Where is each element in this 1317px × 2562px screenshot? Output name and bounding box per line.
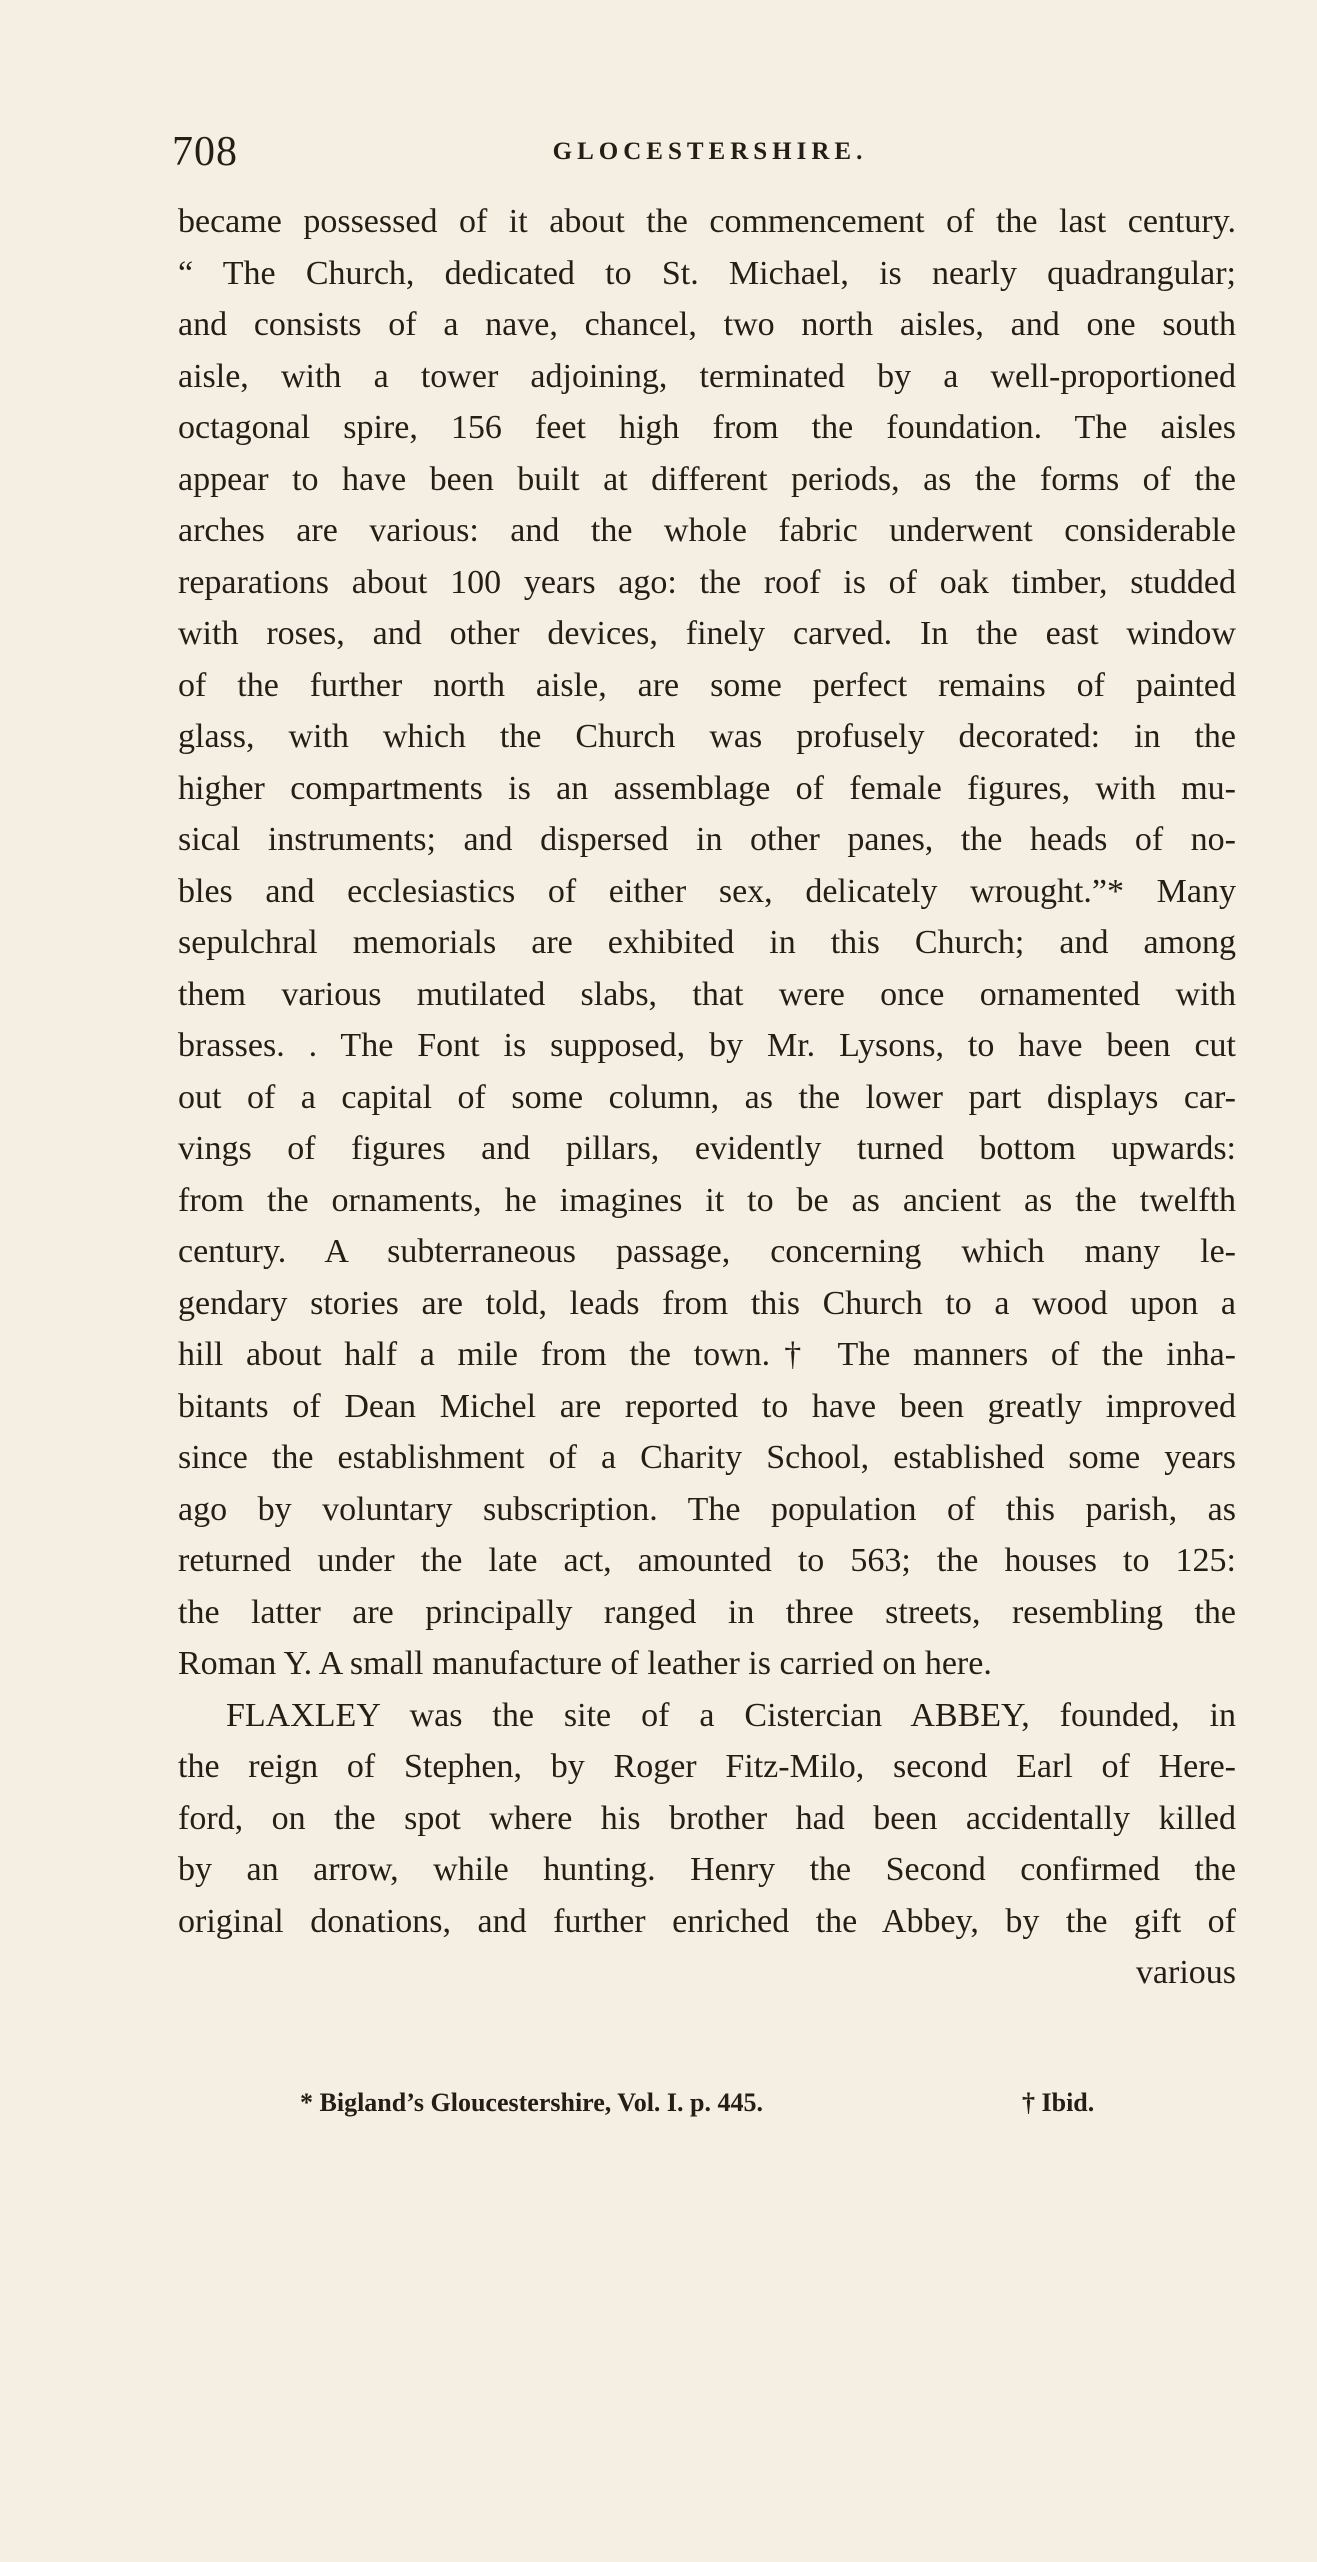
text-line: hill about half a mile from the town.† The manners of the inha- [178,1336,1236,1373]
text-line: out of a capital of some column, as the lower part displays car- [178,1078,1236,1116]
text-line: with roses, and other devices, finely carved. In the east window [178,615,1236,652]
body-text [178,196,1236,1999]
text-line: century. A subterraneous passage, concerning which many le- [178,1233,1236,1270]
catchword: various [1135,1954,1236,1991]
footnote-1: * Bigland’s Gloucestershire, Vol. I. p. 445. [300,2088,763,2117]
text-line: of the further north aisle, are some perfect remains of painted [178,666,1236,704]
text-line: aisle, with a tower adjoining, terminated by a well-proportioned [178,357,1236,395]
text-line: and consists of a nave, chancel, two north aisles, and one south [178,306,1236,343]
page-number: 708 [172,129,238,175]
text-line: ford, on the spot where his brother had been accidentally killed [178,1799,1236,1837]
text-line: original donations, and further enriched the Abbey, by the gift of [178,1902,1236,1940]
text-line: bitants of Dean Michel are reported to have been greatly improved [178,1387,1236,1425]
text-line: returned under the late act, amounted to 563; the houses to 125: [178,1542,1236,1579]
footnotes-line [300,2520,1160,2560]
page-header [172,128,1248,178]
text-line: arches are various: and the whole fabric underwent considerable [178,512,1236,549]
footnote-wrap [300,2088,1160,2128]
text-line: them various mutilated slabs, that were once ornamented with [178,975,1236,1013]
text-line: FLAXLEY was the site of a Cistercian ABBEY, founded, in [226,1696,1236,1734]
text-line: appear to have been built at different periods, as the forms of the [178,460,1236,498]
text-line: “ The Church, dedicated to St. Michael, is nearly quadrangular; [178,254,1236,292]
text-line: brasses. . The Font is supposed, by Mr. Lysons, to have been cut [178,1027,1236,1064]
footnote-2: † Ibid. [1022,2088,1095,2117]
text-line: bles and ecclesiastics of either sex, delicately wrought.”* Many [178,872,1236,910]
text-line: vings of figures and pillars, evidently turned bottom upwards: [178,1130,1236,1167]
text-line: gendary stories are told, leads from this Church to a wood upon a [178,1284,1236,1322]
text-line: became possessed of it about the commencement of the last century. [178,203,1236,240]
text-line: the reign of Stephen, by Roger Fitz-Milo, second Earl of Here- [178,1748,1236,1785]
running-head: GLOCESTERSHIRE. [552,138,868,165]
text-line: Roman Y. A small manufacture of leather is carried on here. [178,1645,992,1682]
text-line: octagonal spire, 156 feet high from the foundation. The aisles [178,409,1236,446]
text-line: sical instruments; and dispersed in other panes, the heads of no- [178,821,1236,858]
text-line: by an arrow, while hunting. Henry the Second confirmed the [178,1851,1236,1888]
text-line: higher compartments is an assemblage of female figures, with mu- [178,769,1236,807]
text-line: glass, with which the Church was profusely decorated: in the [178,718,1236,755]
text-line: from the ornaments, he imagines it to be as ancient as the twelfth [178,1181,1236,1219]
text-line: ago by voluntary subscription. The population of this parish, as [178,1490,1236,1528]
text-line: since the establishment of a Charity School, established some years [178,1439,1236,1476]
text-line: reparations about 100 years ago: the roof is of oak timber, studded [178,563,1236,601]
text-line: the latter are principally ranged in three streets, resembling the [178,1593,1236,1631]
text-line: sepulchral memorials are exhibited in this Church; and among [178,924,1236,961]
